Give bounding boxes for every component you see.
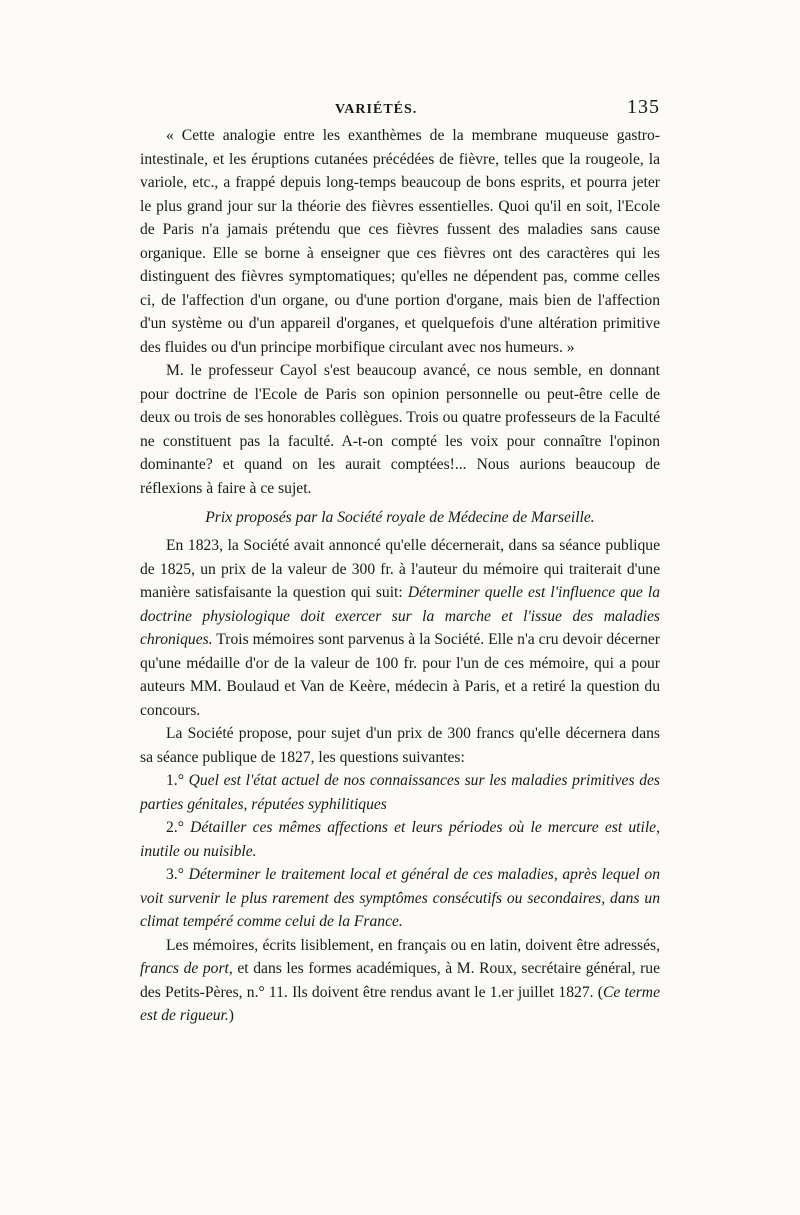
submission-text-a: Les mémoires, écrits lisiblement, en français ou en latin, doivent être adressés, bbox=[166, 936, 660, 954]
question-text: Déterminer le traitement local et général de ces maladies, après lequel on voit survenir le plus rarement des symptômes consécutifs ou secondaires, dans un climat tempéré comme celui de la France. bbox=[140, 866, 660, 930]
running-head-title: VARIÉTÉS. bbox=[335, 102, 418, 117]
question-number: 2.° bbox=[166, 819, 184, 836]
question-text: Quel est l'état actuel de nos connaissances sur les maladies primitives des parties génitales, réputées syphilitiques bbox=[140, 772, 660, 813]
question-3 bbox=[140, 863, 660, 934]
question-2 bbox=[140, 816, 660, 863]
new-prize-paragraph: La Société propose, pour sujet d'un prix de 300 francs qu'elle décernera dans sa séance publique de 1827, les questions suivantes: bbox=[140, 725, 660, 766]
quote-paragraph: « Cette analogie entre les exanthèmes de la membrane muqueuse gastro-intestinale, et les éruptions cutanées précédées de fièvre, telles que la rougeole, la variole, etc., a frappé depuis long-temps beaucoup de bons esprits, et pourra jeter le plus grand jour sur la théorie des fièvres essentielles. Quoi qu'il en soit, l'Ecole de Paris n'a jamais prétendu que ces fièvres fussent des maladies sans cause organique. Elle se borne à enseigner que ces fièvres ont des caractères qui les distinguent des fièvres symptomatiques; qu'elles ne dépendent pas, comme celles ci, de l'affection d'un organe, ou d'une portion d'organe, mais bien de l'affection d'un système ou d'un appareil d'organes, et quelquefois d'une altération primitive des fluides ou d'un principe morbifique circulant avec nos humeurs. » bbox=[140, 127, 660, 356]
commentary-paragraph: M. le professeur Cayol s'est beaucoup avancé, ce nous semble, en donnant pour doctrine de l'Ecole de Paris son opinion personnelle ou peut-être celle de deux ou trois de ses honorables collègues. Trois ou quatre professeurs de la Faculté ne constituent pas la faculté. A-t-on compté les voix pour connaître l'opinon dominante? et quand on les aurait comptées!... Nous aurions beaucoup de réflexions à faire à ce sujet. bbox=[140, 362, 660, 497]
submission-italic-b: Ce terme est de rigueur. bbox=[140, 983, 660, 1024]
submission-text-b: , et dans les formes académiques, à M. Roux, secrétaire général, rue des Petits-Pères, n.° 11. Ils doivent être rendus avant le 1.er juillet 1827. ( bbox=[140, 960, 660, 1001]
book-page bbox=[140, 96, 660, 1028]
section-heading: Prix proposés par la Société royale de Médecine de Marseille. bbox=[205, 509, 595, 526]
question-1 bbox=[140, 769, 660, 816]
prize-history-text-a: En 1823, la Société avait annoncé qu'elle décernerait, dans sa séance publique de 1825, un prix de la valeur de 300 fr. à l'auteur du mémoire qui traiterait d'une manière satisfaisante la question qui suit: bbox=[140, 537, 660, 601]
submission-text-c: ) bbox=[228, 1007, 234, 1024]
page-number: 135 bbox=[627, 96, 660, 118]
running-head bbox=[140, 96, 660, 124]
prize-question-italic: Déterminer quelle est l'influence que la doctrine physiologique doit exercer sur la marche et l'issue des maladies chroniques. bbox=[140, 584, 660, 648]
question-text: Détailler ces mêmes affections et leurs périodes où le mercure est utile, inutile ou nuisible. bbox=[140, 819, 660, 860]
prize-history-paragraph bbox=[140, 534, 660, 722]
submission-italic-a: francs de port bbox=[140, 960, 229, 977]
question-number: 1.° bbox=[166, 772, 184, 789]
submission-paragraph bbox=[140, 934, 660, 1028]
prize-history-text-b: Trois mémoires sont parvenus à la Société. Elle n'a cru devoir décerner qu'une médaille d'or de la valeur de 100 fr. pour l'un de ces mémoire, qui a pour auteurs MM. Boulaud et Van de Keère, médecin à Paris, et a retiré la question du concours. bbox=[140, 631, 660, 719]
question-number: 3.° bbox=[166, 866, 184, 883]
